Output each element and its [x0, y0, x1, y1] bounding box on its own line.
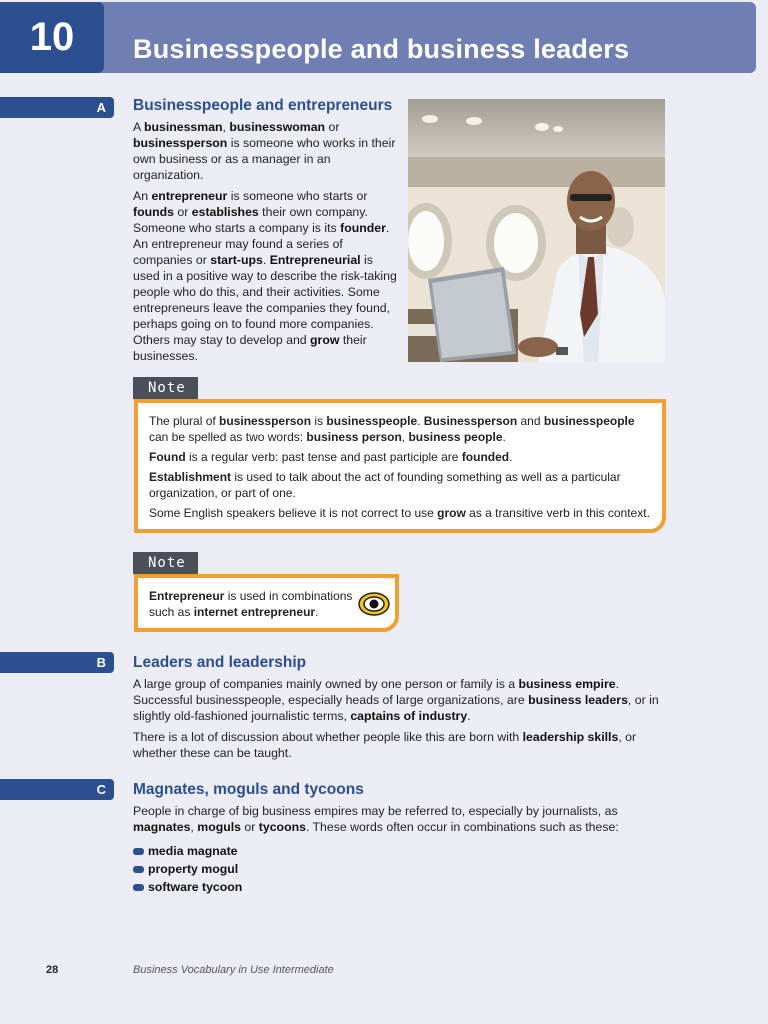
- bullet-icon: [133, 884, 144, 891]
- note-1-box: [134, 399, 666, 533]
- eye-icon: [358, 592, 390, 616]
- section-a-para-1: A businessman, businesswoman or businessperson is someone who works in their own business or as a manager in an organization.: [133, 120, 396, 182]
- section-c-body: [133, 803, 663, 840]
- list-item: property mogul: [133, 860, 242, 878]
- note-1-line-1: The plural of businessperson is businesspeople. Businessperson and businesspeople can be spelled as two words: business person, business people.: [149, 414, 635, 444]
- note-2-label: Note: [133, 552, 198, 574]
- section-a-heading: Businesspeople and entrepreneurs: [133, 97, 393, 114]
- note-1-line-2: Found is a regular verb: past tense and past participle are founded.: [149, 450, 513, 464]
- list-item: media magnate: [133, 842, 242, 860]
- page-number: 28: [46, 964, 59, 976]
- section-c-heading: Magnates, moguls and tycoons: [133, 781, 364, 798]
- note-1-line-4: Some English speakers believe it is not correct to use grow as a transitive verb in this context.: [149, 506, 650, 520]
- unit-title: Businesspeople and business leaders: [133, 34, 630, 64]
- section-a-tab: A: [0, 97, 114, 118]
- note-1-label: Note: [133, 377, 198, 399]
- section-b-heading: Leaders and leadership: [133, 654, 307, 671]
- bullet-icon: [133, 848, 144, 855]
- section-a-para-2: An entrepreneur is someone who starts or founds or establishes their own company. Someone who starts a company is its founder. An entrepreneur may found a series of companies or start-ups. Entrepreneurial is used in a positive way to describe the risk-taking people who do this, and their activities. Some entrepreneurs leave the companies they found, perhaps going on to found more companies. Others may stay to develop and grow their businesses.: [133, 189, 397, 363]
- section-c-tab: C: [0, 779, 114, 800]
- list-item: software tycoon: [133, 878, 242, 896]
- section-b-body: [133, 676, 663, 766]
- section-b-para-1: A large group of companies mainly owned by one person or family is a business empire. Successful businesspeople, especially heads of large organizations, are business leaders, or in slightly old-fashioned journalistic terms, captains of industry.: [133, 677, 659, 723]
- photo-illustration: [408, 99, 665, 362]
- unit-number: 10: [0, 2, 104, 73]
- businessman-photo: [408, 99, 665, 362]
- combination-list: [133, 842, 242, 896]
- note-2-box: [134, 574, 399, 632]
- section-c-para-1: People in charge of big business empires may be referred to, especially by journalists, as magnates, moguls or tycoons. These words often occur in combinations such as these:: [133, 804, 619, 834]
- note-2-text: Entrepreneur is used in combinations such as internet entrepreneur.: [149, 589, 353, 619]
- section-a-body: [133, 119, 398, 369]
- section-b-tab: B: [0, 652, 114, 673]
- section-b-para-2: There is a lot of discussion about whether people like this are born with leadership skills, or whether these can be taught.: [133, 730, 637, 760]
- note-1-line-3: Establishment is used to talk about the act of founding something as well as a particular organization, or part of one.: [149, 470, 621, 500]
- book-title: Business Vocabulary in Use Intermediate: [133, 964, 334, 976]
- bullet-icon: [133, 866, 144, 873]
